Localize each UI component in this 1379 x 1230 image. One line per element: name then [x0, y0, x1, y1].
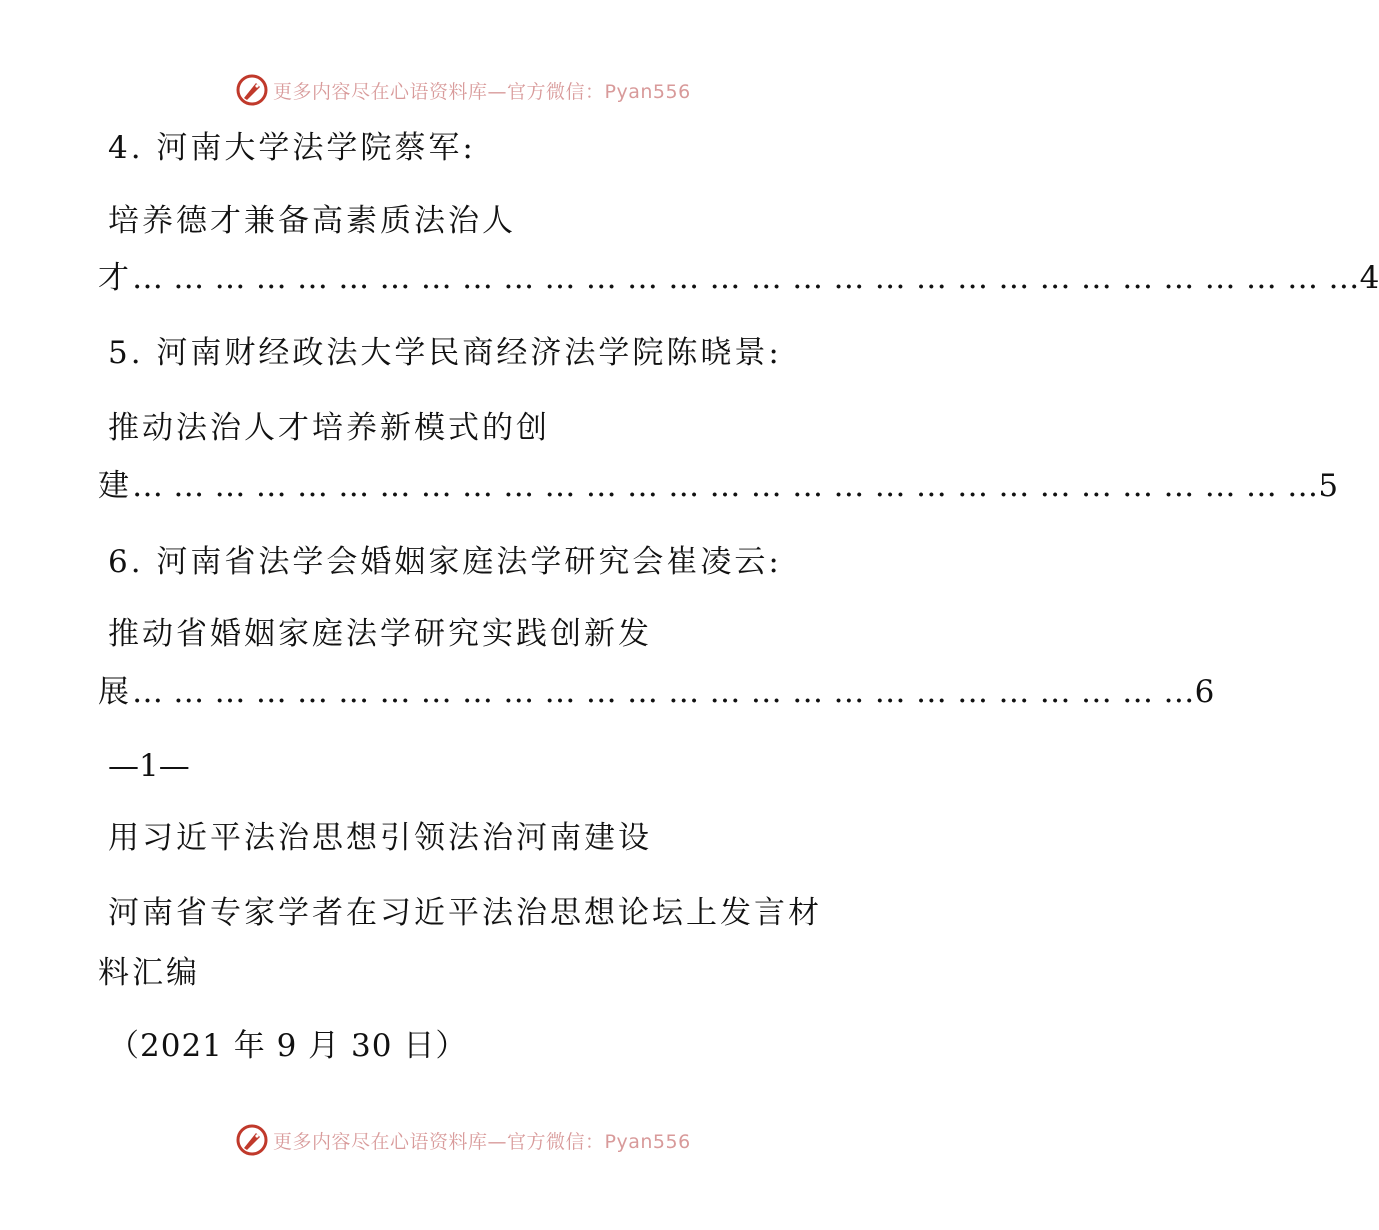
watermark-top [235, 72, 691, 108]
toc-heading-6: 6. 河南省法学会婚姻家庭法学研究会崔凌云: [108, 544, 782, 580]
toc-heading-4: 4. 河南大学法学院蔡军: [108, 130, 476, 166]
pen-nib-circle-icon [235, 73, 269, 107]
toc-dot-leader: … … … … … … … … … … … … … … … … … … … … … … … … … … … … … [132, 468, 1319, 504]
document-date: （2021 年 9 月 30 日） [108, 1028, 468, 1064]
toc-page-number: 6 [1194, 674, 1215, 710]
document-subtitle-line1: 河南省专家学者在习近平法治思想论坛上发言材 [108, 895, 822, 931]
document-title: 用习近平法治思想引领法治河南建设 [108, 820, 652, 856]
toc-dot-leader: … … … … … … … … … … … … … … … … … … … … … … … … … … [132, 674, 1195, 710]
watermark-text: 更多内容尽在心语资料库—官方微信：Pyan556 [273, 80, 691, 103]
watermark-bottom [235, 1122, 691, 1158]
toc-page-number: 4 [1359, 260, 1379, 296]
toc-leader-line-6 [98, 672, 1214, 712]
toc-title-5-end: 建 [98, 468, 132, 504]
toc-heading-5: 5. 河南财经政法大学民商经济法学院陈晓景: [108, 335, 782, 371]
toc-title-6: 推动省婚姻家庭法学研究实践创新发 [108, 616, 652, 652]
page-number: —1— [108, 748, 190, 784]
document-subtitle-line2: 料汇编 [98, 955, 200, 991]
toc-title-5: 推动法治人才培养新模式的创 [108, 410, 550, 446]
toc-title-4: 培养德才兼备高素质法治人 [108, 203, 516, 239]
toc-dot-leader: … … … … … … … … … … … … … … … … … … … … … … … … … … … … … … [132, 260, 1360, 296]
toc-title-6-end: 展 [98, 674, 132, 710]
toc-leader-line-5 [98, 466, 1338, 506]
pen-nib-circle-icon [235, 1123, 269, 1157]
watermark-text: 更多内容尽在心语资料库—官方微信：Pyan556 [273, 1130, 691, 1153]
toc-leader-line-4 [98, 258, 1379, 298]
toc-title-4-end: 才 [98, 260, 132, 296]
toc-page-number: 5 [1318, 468, 1339, 504]
